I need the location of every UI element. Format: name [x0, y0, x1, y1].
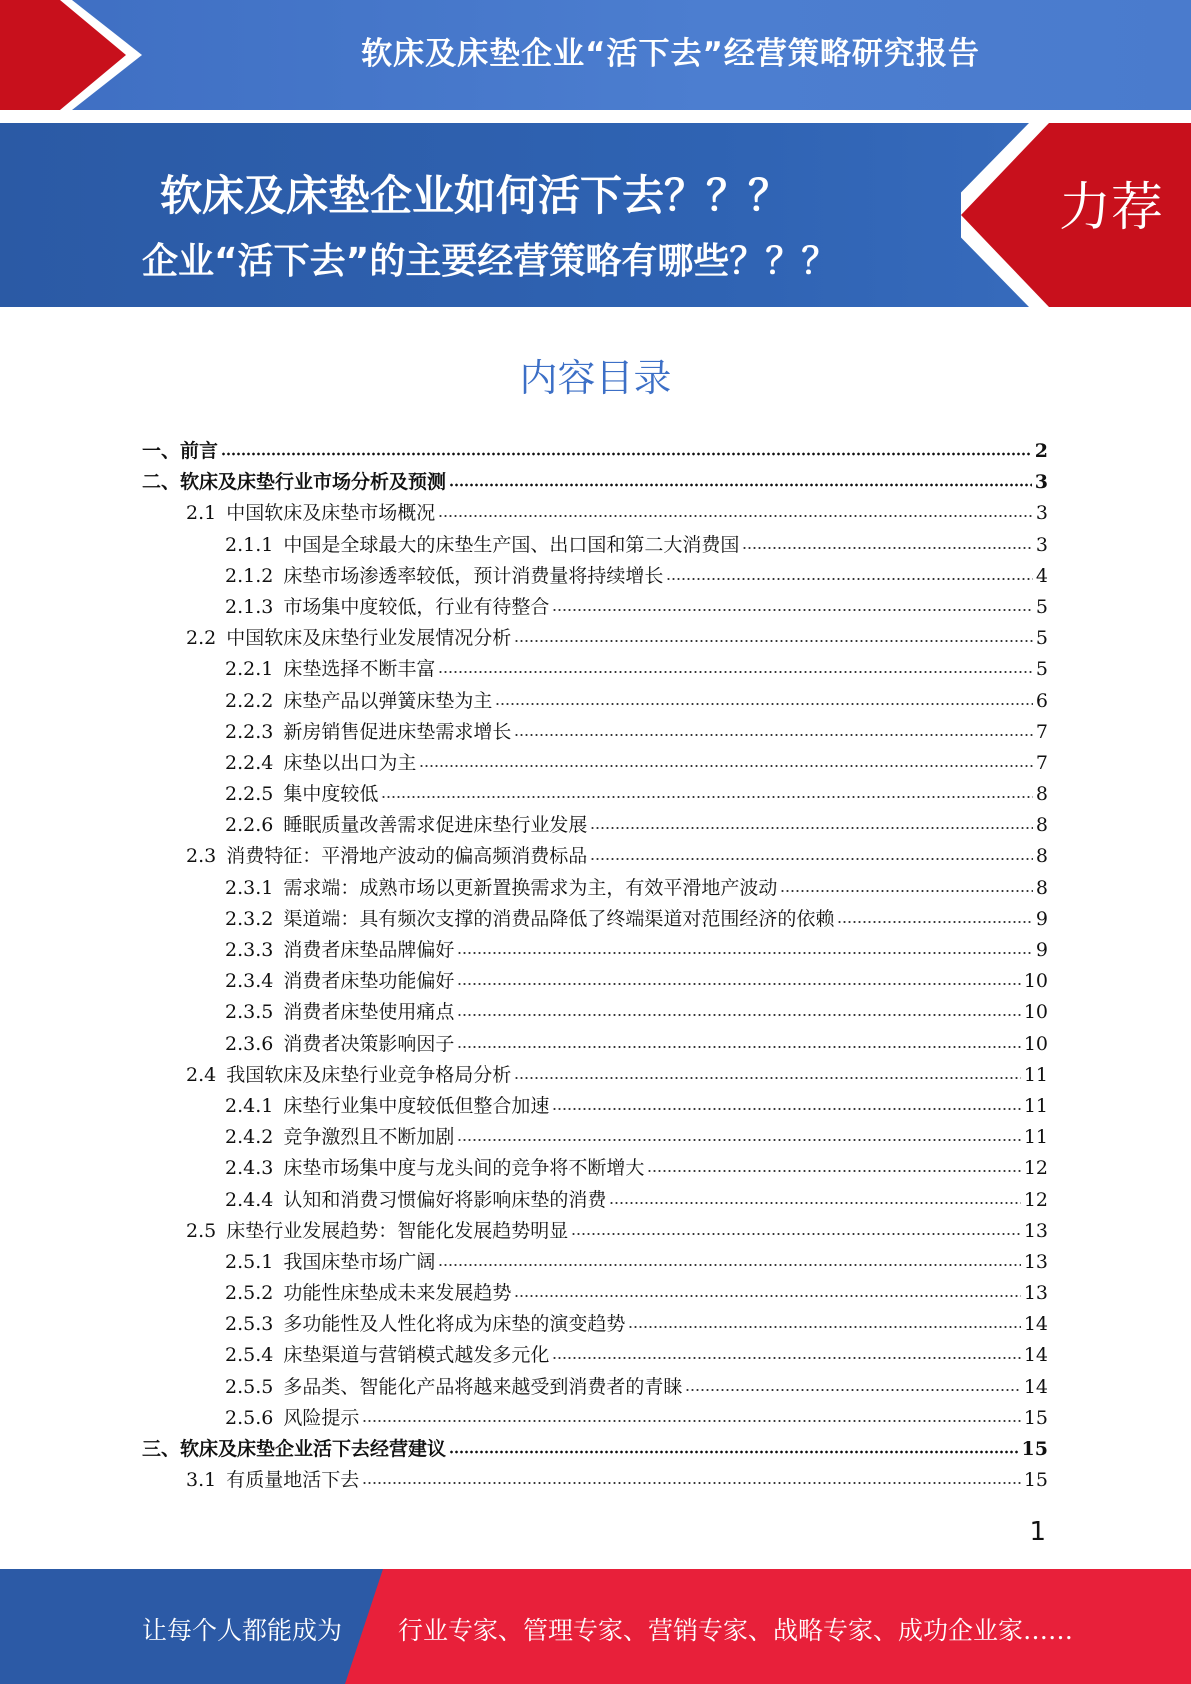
- hero-question-1: 软床及床垫企业如何活下去？？？: [160, 171, 791, 220]
- toc-entry-page: 5: [1035, 595, 1048, 618]
- toc-entry-page: 15: [1021, 1438, 1048, 1460]
- toc-entry-title: 床垫渠道与营销模式越发多元化: [283, 1344, 550, 1367]
- toc-entry-page: 3: [1035, 502, 1048, 525]
- toc-entry[interactable]: [142, 654, 1048, 685]
- table-of-contents: [142, 436, 1048, 1496]
- toc-dot-leader: [362, 1481, 1021, 1485]
- toc-entry-number: 2.4.3: [225, 1157, 274, 1180]
- toc-entry[interactable]: [142, 1403, 1048, 1434]
- toc-entry[interactable]: [142, 1122, 1048, 1153]
- toc-entry-title: 消费者床垫功能偏好: [283, 970, 455, 993]
- toc-entry-title: 床垫产品以弹簧床垫为主: [283, 689, 493, 712]
- toc-entry-title: 消费者床垫品牌偏好: [283, 939, 455, 961]
- top-banner: [0, 0, 1191, 110]
- toc-entry-page: 14: [1023, 1313, 1048, 1336]
- toc-entry-page: 5: [1035, 627, 1048, 650]
- toc-dot-leader: [457, 1013, 1020, 1017]
- toc-dot-leader: [514, 639, 1033, 643]
- toc-entry-title: 床垫行业集中度较低但整合加速: [283, 1094, 550, 1117]
- toc-entry-title: 市场集中度较低，行业有待整合: [283, 595, 550, 618]
- toc-entry-number: 2.4.1: [225, 1094, 274, 1117]
- toc-entry[interactable]: [142, 686, 1048, 717]
- toc-dot-leader: [514, 1076, 1021, 1080]
- red-arrow-decoration: [0, 0, 150, 110]
- toc-entry-number: 2.4.2: [225, 1126, 274, 1149]
- footer-banner: [0, 1569, 1191, 1684]
- toc-dot-leader: [449, 483, 1032, 487]
- toc-entry-number: 2.1.3: [225, 595, 274, 618]
- toc-entry-page: 12: [1023, 1188, 1048, 1211]
- toc-entry-title: 有质量地活下去: [226, 1469, 360, 1492]
- toc-entry-number: 2.3.5: [225, 1001, 274, 1024]
- toc-entry-number: 2.5.1: [225, 1250, 274, 1273]
- toc-entry-page: 10: [1023, 1032, 1048, 1055]
- toc-entry-title: 风险提示: [283, 1406, 360, 1429]
- toc-entry[interactable]: [142, 841, 1048, 872]
- toc-entry-page: 15: [1023, 1469, 1048, 1492]
- toc-entry-number: 2.2.4: [225, 751, 274, 774]
- toc-dot-leader: [457, 1045, 1020, 1049]
- toc-entry-number: 2.3.4: [225, 970, 274, 993]
- toc-entry-number: 2.2.2: [225, 689, 274, 712]
- toc-entry-number: 2.3.6: [225, 1032, 274, 1055]
- toc-entry-title: 我国软床及床垫行业竞争格局分析: [226, 1063, 512, 1086]
- toc-entry-page: 14: [1023, 1375, 1048, 1398]
- toc-dot-leader: [742, 546, 1033, 550]
- toc-dot-leader: [438, 514, 1033, 518]
- toc-heading: 内容目录: [519, 356, 672, 400]
- toc-entry-title: 床垫选择不断丰富: [283, 658, 436, 681]
- toc-dot-leader: [362, 1419, 1020, 1423]
- toc-entry-number: 3.1: [186, 1469, 217, 1492]
- toc-dot-leader: [780, 889, 1033, 893]
- toc-dot-leader: [419, 764, 1033, 768]
- toc-entry-page: 8: [1035, 876, 1048, 899]
- toc-entry[interactable]: [142, 623, 1048, 654]
- toc-entry-page: 14: [1023, 1344, 1048, 1367]
- toc-entry-number: 2.1.2: [225, 564, 274, 587]
- toc-entry-number: 2.3: [186, 845, 217, 868]
- toc-entry[interactable]: [142, 810, 1048, 841]
- toc-entry-page: 15: [1023, 1406, 1048, 1429]
- toc-entry[interactable]: [142, 530, 1048, 561]
- toc-dot-leader: [552, 608, 1033, 612]
- toc-entry[interactable]: [142, 717, 1048, 748]
- toc-entry-title: 中国软床及床垫市场概况: [226, 502, 436, 525]
- toc-entry-title: 床垫以出口为主: [283, 751, 417, 774]
- toc-dot-leader: [514, 1294, 1020, 1298]
- toc-entry-page: 2: [1034, 440, 1048, 462]
- toc-entry-page: 3: [1034, 471, 1048, 494]
- toc-entry-number: 2.3.1: [225, 876, 274, 899]
- toc-entry-number: 2.5: [186, 1219, 217, 1242]
- footer-slogan-left: 让每个人都能成为: [142, 1616, 343, 1645]
- toc-entry-page: 12: [1023, 1157, 1048, 1180]
- toc-entry-title: 床垫行业发展趋势：智能化发展趋势明显: [226, 1219, 569, 1242]
- toc-entry[interactable]: [142, 779, 1048, 810]
- toc-entry[interactable]: [142, 561, 1048, 592]
- toc-entry[interactable]: [142, 1060, 1048, 1091]
- toc-entry[interactable]: [142, 935, 1048, 966]
- toc-entry-title: 床垫市场集中度与龙头间的竞争将不断增大: [283, 1157, 645, 1180]
- toc-entry[interactable]: [142, 1153, 1048, 1184]
- toc-entry-page: 4: [1035, 564, 1048, 587]
- toc-entry-page: 5: [1035, 658, 1048, 681]
- toc-dot-leader: [221, 452, 1032, 456]
- toc-entry-page: 13: [1023, 1250, 1048, 1273]
- toc-entry[interactable]: [142, 1185, 1048, 1216]
- toc-entry-title: 消费者床垫使用痛点: [283, 1001, 455, 1024]
- toc-entry-page: 9: [1035, 939, 1048, 961]
- toc-dot-leader: [457, 951, 1033, 955]
- toc-entry[interactable]: [142, 1434, 1048, 1465]
- toc-entry-page: 8: [1035, 845, 1048, 868]
- toc-entry-number: 2.5.3: [225, 1313, 274, 1336]
- toc-entry-title: 消费者决策影响因子: [283, 1032, 455, 1055]
- toc-entry-page: 13: [1023, 1219, 1048, 1242]
- toc-entry-title: 需求端：成熟市场以更新置换需求为主，有效平滑地产波动: [283, 876, 778, 899]
- toc-entry-page: 11: [1023, 1094, 1048, 1117]
- toc-entry-title: 多功能性及人性化将成为床垫的演变趋势: [283, 1313, 626, 1336]
- toc-entry-title: 渠道端：具有频次支撑的消费品降低了终端渠道对范围经济的依赖: [283, 907, 835, 930]
- toc-entry[interactable]: [142, 1247, 1048, 1278]
- toc-entry-title: 我国床垫市场广阔: [283, 1250, 436, 1273]
- toc-entry-title: 床垫市场渗透率较低，预计消费量将持续增长: [283, 564, 664, 587]
- toc-entry[interactable]: [142, 1372, 1048, 1403]
- toc-dot-leader: [609, 1201, 1020, 1205]
- toc-dot-leader: [514, 733, 1033, 737]
- toc-entry[interactable]: [142, 873, 1048, 904]
- toc-entry-number: 2.3.3: [225, 939, 274, 961]
- footer-slogan-right: 行业专家、管理专家、营销专家、战略专家、成功企业家……: [398, 1616, 1074, 1645]
- toc-dot-leader: [552, 1356, 1020, 1360]
- toc-entry-title: 集中度较低: [283, 783, 379, 806]
- toc-entry-number: 2.2.6: [225, 814, 274, 837]
- toc-entry[interactable]: [142, 498, 1048, 529]
- toc-entry[interactable]: [142, 966, 1048, 997]
- toc-entry-page: 13: [1023, 1282, 1048, 1305]
- toc-entry-page: 11: [1023, 1063, 1048, 1086]
- toc-entry-number: 2.1.1: [225, 533, 274, 556]
- toc-entry-page: 10: [1023, 970, 1048, 993]
- toc-entry[interactable]: [142, 1309, 1048, 1340]
- toc-dot-leader: [590, 857, 1033, 861]
- toc-entry-number: 2.5.5: [225, 1375, 274, 1398]
- toc-entry-title: 新房销售促进床垫需求增长: [283, 720, 512, 743]
- toc-entry[interactable]: [142, 1340, 1048, 1371]
- toc-entry-title: 功能性床垫成未来发展趋势: [283, 1282, 512, 1305]
- toc-entry-number: 2.1: [186, 502, 217, 525]
- toc-entry-number: 2.4.4: [225, 1188, 274, 1211]
- toc-entry-title: 竞争激烈且不断加剧: [283, 1126, 455, 1149]
- recommend-badge-text: 力荐: [1058, 178, 1163, 238]
- toc-entry-number: 2.2.5: [225, 783, 274, 806]
- toc-dot-leader: [457, 982, 1020, 986]
- toc-entry-title: 中国是全球最大的床垫生产国、出口国和第二大消费国: [283, 533, 740, 556]
- toc-entry[interactable]: [142, 1278, 1048, 1309]
- toc-entry[interactable]: [142, 592, 1048, 623]
- toc-entry-page: 9: [1035, 907, 1048, 930]
- toc-dot-leader: [457, 1138, 1020, 1142]
- toc-entry-title: 三、软床及床垫企业活下去经营建议: [142, 1438, 447, 1460]
- toc-entry-page: 8: [1035, 814, 1048, 837]
- toc-dot-leader: [438, 670, 1033, 674]
- toc-entry-page: 3: [1035, 533, 1048, 556]
- toc-dot-leader: [647, 1169, 1020, 1173]
- toc-entry[interactable]: [142, 904, 1048, 935]
- toc-dot-leader: [666, 577, 1033, 581]
- toc-dot-leader: [571, 1232, 1021, 1236]
- toc-entry-page: 7: [1035, 751, 1048, 774]
- toc-entry-title: 中国软床及床垫行业发展情况分析: [226, 627, 512, 650]
- toc-dot-leader: [438, 1263, 1020, 1267]
- toc-dot-leader: [495, 702, 1033, 706]
- toc-entry-title: 消费特征：平滑地产波动的偏高频消费标品: [226, 845, 588, 868]
- toc-dot-leader: [590, 826, 1033, 830]
- toc-entry-page: 6: [1035, 689, 1048, 712]
- toc-dot-leader: [449, 1450, 1019, 1454]
- toc-entry-page: 7: [1035, 720, 1048, 743]
- toc-entry-page: 8: [1035, 783, 1048, 806]
- toc-dot-leader: [381, 795, 1033, 799]
- toc-dot-leader: [628, 1325, 1020, 1329]
- toc-entry-number: 2.4: [186, 1063, 217, 1086]
- toc-entry[interactable]: [142, 1216, 1048, 1247]
- toc-entry-number: 2.3.2: [225, 907, 274, 930]
- toc-entry-title: 多品类、智能化产品将越来越受到消费者的青睐: [283, 1375, 683, 1398]
- toc-entry[interactable]: [142, 467, 1048, 498]
- toc-entry[interactable]: [142, 997, 1048, 1028]
- toc-entry-number: 2.5.6: [225, 1406, 274, 1429]
- hero-question-2: 企业“活下去”的主要经营策略有哪些？？？: [142, 241, 838, 282]
- toc-dot-leader: [685, 1388, 1020, 1392]
- toc-entry-page: 10: [1023, 1001, 1048, 1024]
- toc-dot-leader: [552, 1107, 1020, 1111]
- toc-entry[interactable]: [142, 1029, 1048, 1060]
- hero-banner: [0, 123, 1191, 307]
- toc-entry-title: 睡眠质量改善需求促进床垫行业发展: [283, 814, 588, 837]
- toc-entry-number: 2.5.2: [225, 1282, 274, 1305]
- toc-entry-number: 2.5.4: [225, 1344, 274, 1367]
- toc-dot-leader: [837, 920, 1033, 924]
- toc-entry-title: 二、软床及床垫行业市场分析及预测: [142, 471, 447, 494]
- toc-entry-page: 11: [1023, 1126, 1048, 1149]
- toc-entry[interactable]: [142, 748, 1048, 779]
- toc-entry[interactable]: [142, 1091, 1048, 1122]
- page-number: 1: [1029, 1517, 1046, 1547]
- toc-entry[interactable]: [142, 436, 1048, 467]
- toc-entry-title: 认知和消费习惯偏好将影响床垫的消费: [283, 1188, 607, 1211]
- toc-entry-title: 一、前言: [142, 440, 219, 462]
- report-title: 软床及床垫企业“活下去”经营策略研究报告: [361, 36, 980, 72]
- toc-entry[interactable]: [142, 1465, 1048, 1496]
- toc-entry-number: 2.2: [186, 627, 217, 650]
- toc-entry-number: 2.2.1: [225, 658, 274, 681]
- toc-entry-number: 2.2.3: [225, 720, 274, 743]
